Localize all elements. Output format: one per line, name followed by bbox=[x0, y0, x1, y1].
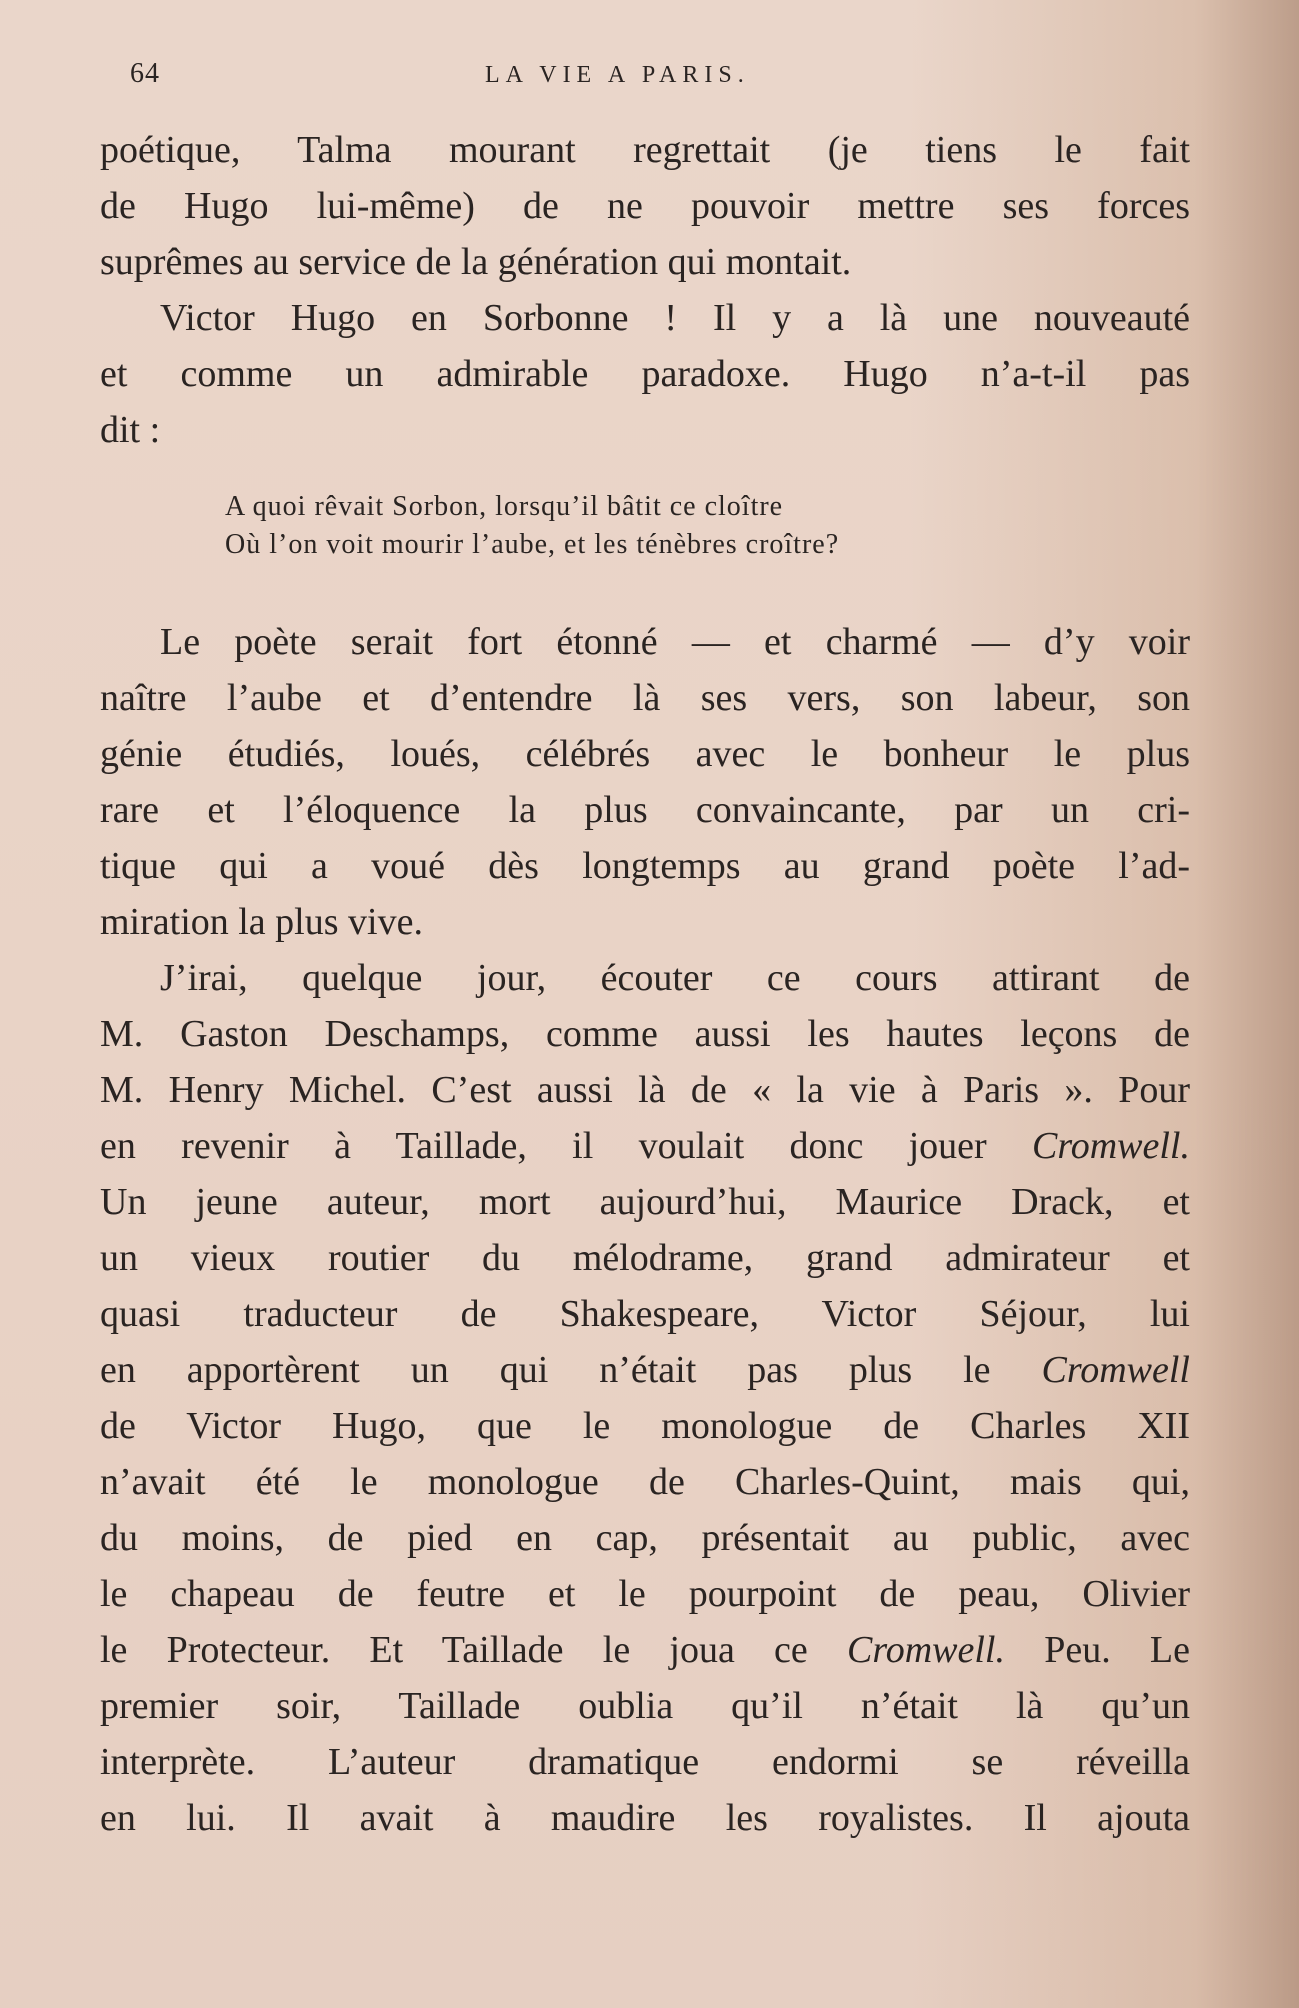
verse-line: A quoi rêvait Sorbon, lorsqu’il bâtit ce cloître bbox=[225, 491, 784, 522]
text-line: suprêmes au service de la génération qui montait. bbox=[100, 241, 852, 283]
verse-quote bbox=[225, 488, 1085, 564]
text-line: en apportèrent un qui n’était pas plus le Cromwell bbox=[100, 1349, 1190, 1391]
text-line: le Protecteur. Et Taillade le joua ce Cromwell. Peu. Le bbox=[100, 1629, 1190, 1671]
text-line: naître l’aube et d’entendre là ses vers, son labeur, son bbox=[100, 677, 1190, 719]
text-line: de Hugo lui-même) de ne pouvoir mettre ses forces bbox=[100, 185, 1190, 227]
text-line: n’avait été le monologue de Charles-Quint, mais qui, bbox=[100, 1461, 1190, 1503]
page-header bbox=[130, 58, 1190, 98]
text-line: M. Henry Michel. C’est aussi là de « la vie à Paris ». Pour bbox=[100, 1069, 1190, 1111]
text-line: un vieux routier du mélodrame, grand admirateur et bbox=[100, 1237, 1190, 1279]
text-line: tique qui a voué dès longtemps au grand poète l’ad- bbox=[100, 845, 1190, 887]
paragraph-4 bbox=[100, 950, 1190, 1846]
text-line: de Victor Hugo, que le monologue de Charles XII bbox=[100, 1405, 1190, 1447]
text-line: Le poète serait fort étonné — et charmé — d’y voir bbox=[160, 621, 1190, 663]
verse-line: Où l’on voit mourir l’aube, et les ténèbres croître? bbox=[225, 529, 840, 560]
text-line: miration la plus vive. bbox=[100, 901, 423, 943]
text-line: dit : bbox=[100, 409, 161, 451]
text-line: Victor Hugo en Sorbonne ! Il y a là une nouveauté bbox=[160, 297, 1190, 339]
text-line: J’irai, quelque jour, écouter ce cours attirant de bbox=[160, 957, 1190, 999]
text-line: génie étudiés, loués, célébrés avec le bonheur le plus bbox=[100, 733, 1190, 775]
running-head: LA VIE A PARIS. bbox=[485, 62, 750, 88]
text-line: rare et l’éloquence la plus convaincante, par un cri- bbox=[100, 789, 1190, 831]
paragraph-1 bbox=[100, 122, 1190, 290]
text-line: en revenir à Taillade, il voulait donc jouer Cromwell. bbox=[100, 1125, 1190, 1167]
text-line: quasi traducteur de Shakespeare, Victor Séjour, lui bbox=[100, 1293, 1190, 1335]
text-line: et comme un admirable paradoxe. Hugo n’a-t-il pas bbox=[100, 353, 1190, 395]
text-line: poétique, Talma mourant regrettait (je tiens le fait bbox=[100, 129, 1190, 171]
page-number: 64 bbox=[130, 58, 160, 89]
paragraph-3 bbox=[100, 614, 1190, 950]
text-line: interprète. L’auteur dramatique endormi se réveilla bbox=[100, 1741, 1190, 1783]
text-line: Un jeune auteur, mort aujourd’hui, Maurice Drack, et bbox=[100, 1181, 1190, 1223]
paragraph-2 bbox=[100, 290, 1190, 458]
text-line: en lui. Il avait à maudire les royalistes. Il ajouta bbox=[100, 1797, 1190, 1839]
text-line: du moins, de pied en cap, présentait au public, avec bbox=[100, 1517, 1190, 1559]
text-line: premier soir, Taillade oublia qu’il n’était là qu’un bbox=[100, 1685, 1190, 1727]
text-line: le chapeau de feutre et le pourpoint de peau, Olivier bbox=[100, 1573, 1190, 1615]
text-line: M. Gaston Deschamps, comme aussi les hautes leçons de bbox=[100, 1013, 1190, 1055]
